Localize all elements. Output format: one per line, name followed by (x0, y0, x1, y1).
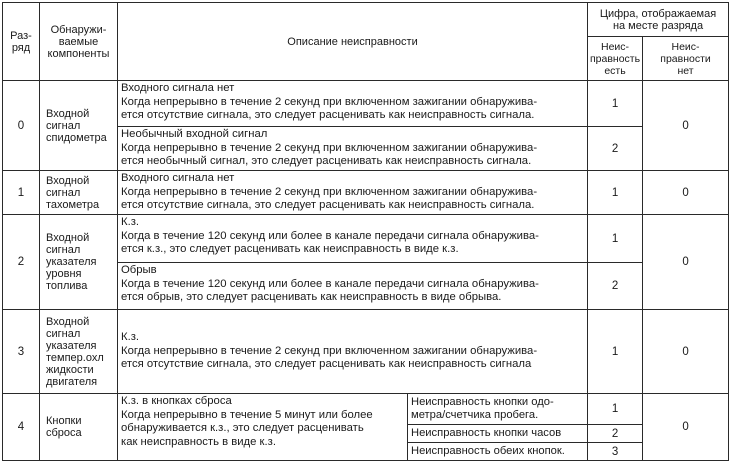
component-line: Входной (46, 107, 90, 120)
fault-digit: 2 (588, 425, 643, 443)
component-line: Входной (46, 315, 90, 328)
no-fault-digit: 0 (643, 394, 729, 461)
header-no-fault (643, 37, 729, 81)
fault-text-line: ется обрыв, это следует расценивать как неисправность в виде обрыва. (121, 291, 502, 304)
fault-text-line: обнаруживается к.з., это следует расценивать (121, 422, 364, 435)
header-fault-line: есть (604, 64, 626, 77)
header-description (118, 3, 588, 81)
header-bit-line: ряд (11, 41, 31, 54)
component-line: сигнал (46, 327, 81, 340)
header-no-fault-line: Неис- (671, 40, 700, 53)
fault-code-table (2, 2, 729, 461)
bit-cell: 4 (3, 394, 40, 461)
fault-digit: 1 (588, 310, 643, 394)
sub-fault-description (408, 394, 588, 425)
fault-text-line: Когда непрерывно в течение 5 минут или более (121, 408, 373, 421)
fault-title: К.з. в кнопках сброса (121, 395, 232, 407)
fault-description (118, 215, 588, 263)
sub-fault-description (408, 443, 588, 461)
fault-description (118, 81, 588, 127)
header-components-line: Обнаружи- (50, 23, 107, 36)
fault-digit: 2 (588, 263, 643, 310)
table-row (3, 394, 729, 425)
bit-cell: 0 (3, 81, 40, 171)
fault-title: К.з. (121, 216, 140, 228)
no-fault-digit: 0 (643, 171, 729, 215)
no-fault-digit: 0 (643, 81, 729, 171)
header-digit-line: на месте разряда (612, 19, 704, 32)
component-line: сигнал (46, 186, 81, 199)
header-components-line: ваемые (58, 35, 99, 48)
fault-digit: 3 (588, 443, 643, 461)
bit-cell: 3 (3, 310, 40, 394)
header-no-fault-line: правности (660, 52, 711, 65)
fault-text-line: ется необычный сигнал, это следует расценивать как неисправность сигнала. (121, 155, 532, 168)
header-description-text: Описание неисправности (287, 35, 418, 48)
sub-fault-line: Неисправность обеих кнопок. (411, 445, 565, 457)
component-cell (40, 171, 118, 215)
fault-digit: 1 (588, 81, 643, 127)
component-cell (40, 81, 118, 171)
header-fault (588, 37, 643, 81)
fault-text-line: ется отсутствие сигнала, это следует расценивать как неисправность сигнала. (121, 199, 535, 212)
component-line: жидкости (46, 363, 94, 376)
fault-description (118, 263, 588, 310)
header-components (40, 3, 118, 81)
component-cell (40, 215, 118, 310)
fault-text-line: как неисправность в виде к.з. (121, 435, 276, 448)
component-cell (40, 394, 118, 461)
header-components-line: компоненты (47, 47, 110, 60)
fault-description (118, 127, 588, 171)
table-row (3, 171, 729, 215)
component-line: Входной (46, 232, 90, 244)
component-line: сброса (46, 427, 82, 439)
no-fault-digit: 0 (643, 215, 729, 310)
fault-text-line: Когда непрерывно в течение 2 секунд при включенном зажигании обнаружива- (121, 95, 538, 108)
fault-text-line: Когда непрерывно в течение 2 секунд при включенном зажигании обнаружива- (121, 141, 538, 154)
fault-description (118, 171, 588, 215)
fault-text-line: ется отсутствие сигнала, это следует расценивать как неисправность сигнала. (121, 109, 535, 122)
fault-title: К.з. (121, 331, 140, 344)
header-digit-shown (588, 3, 729, 37)
header-no-fault-line: нет (677, 64, 694, 77)
component-line: указателя (46, 339, 97, 352)
fault-text-line: Когда в течение 120 секунд или более в канале передачи сигнала обнаружива- (121, 277, 539, 290)
component-line: тахометра (46, 198, 100, 211)
sub-fault-line: Неисправность кнопки одо- (411, 396, 554, 408)
sub-fault-line: Неисправность кнопки часов (411, 427, 562, 439)
bit-cell: 2 (3, 215, 40, 310)
header-bit (3, 3, 40, 81)
component-line: топлива (46, 280, 88, 292)
fault-digit: 1 (588, 215, 643, 263)
fault-text-line: Когда непрерывно в течение 2 секунд при включенном зажигании обнаружива- (121, 344, 538, 357)
table-row (3, 310, 729, 394)
fault-digit: 1 (588, 171, 643, 215)
component-line: спидометра (46, 131, 107, 144)
fault-title: Необычный входной сигнал (121, 128, 268, 140)
header-fault-line: правность (589, 52, 641, 65)
component-line: Входной (46, 174, 90, 187)
component-line: сигнал (46, 119, 81, 132)
component-line: уровня (46, 268, 82, 280)
component-line: двигателя (46, 375, 98, 388)
fault-description (118, 310, 588, 394)
component-line: сигнал (46, 244, 81, 256)
header-digit-line: Цифра, отображаемая (599, 7, 717, 20)
component-line: Кнопки (46, 415, 82, 427)
fault-text-line: ется к.з., это следует расценивать как неисправность в виде к.з. (121, 243, 459, 256)
table-row (3, 215, 729, 263)
sub-fault-line: метра/счетчика пробега. (411, 409, 539, 421)
fault-text-line: ется отсутствие сигнала, это следует расценивать как неисправность сигнала (121, 358, 532, 371)
fault-text-line: Когда непрерывно в течение 2 секунд при включенном зажигании обнаружива- (121, 185, 538, 198)
component-line: темпер.охл (46, 351, 104, 364)
fault-digit: 2 (588, 127, 643, 171)
bit-cell: 1 (3, 171, 40, 215)
fault-text-line: Когда в течение 120 секунд или более в канале передачи сигнала обнаружива- (121, 229, 539, 242)
sub-fault-description (408, 425, 588, 443)
header-bit-line: Раз- (10, 29, 32, 42)
table-row (3, 81, 729, 127)
header-fault-line: Неис- (600, 40, 630, 53)
no-fault-digit: 0 (643, 310, 729, 394)
fault-digit: 1 (588, 394, 643, 425)
fault-code-table-page (2, 2, 729, 461)
fault-description (118, 394, 408, 461)
fault-title: Входного сигнала нет (121, 172, 235, 184)
fault-title: Входного сигнала нет (121, 82, 235, 94)
component-line: указателя (46, 256, 97, 268)
component-cell (40, 310, 118, 394)
fault-title: Обрыв (121, 264, 157, 276)
